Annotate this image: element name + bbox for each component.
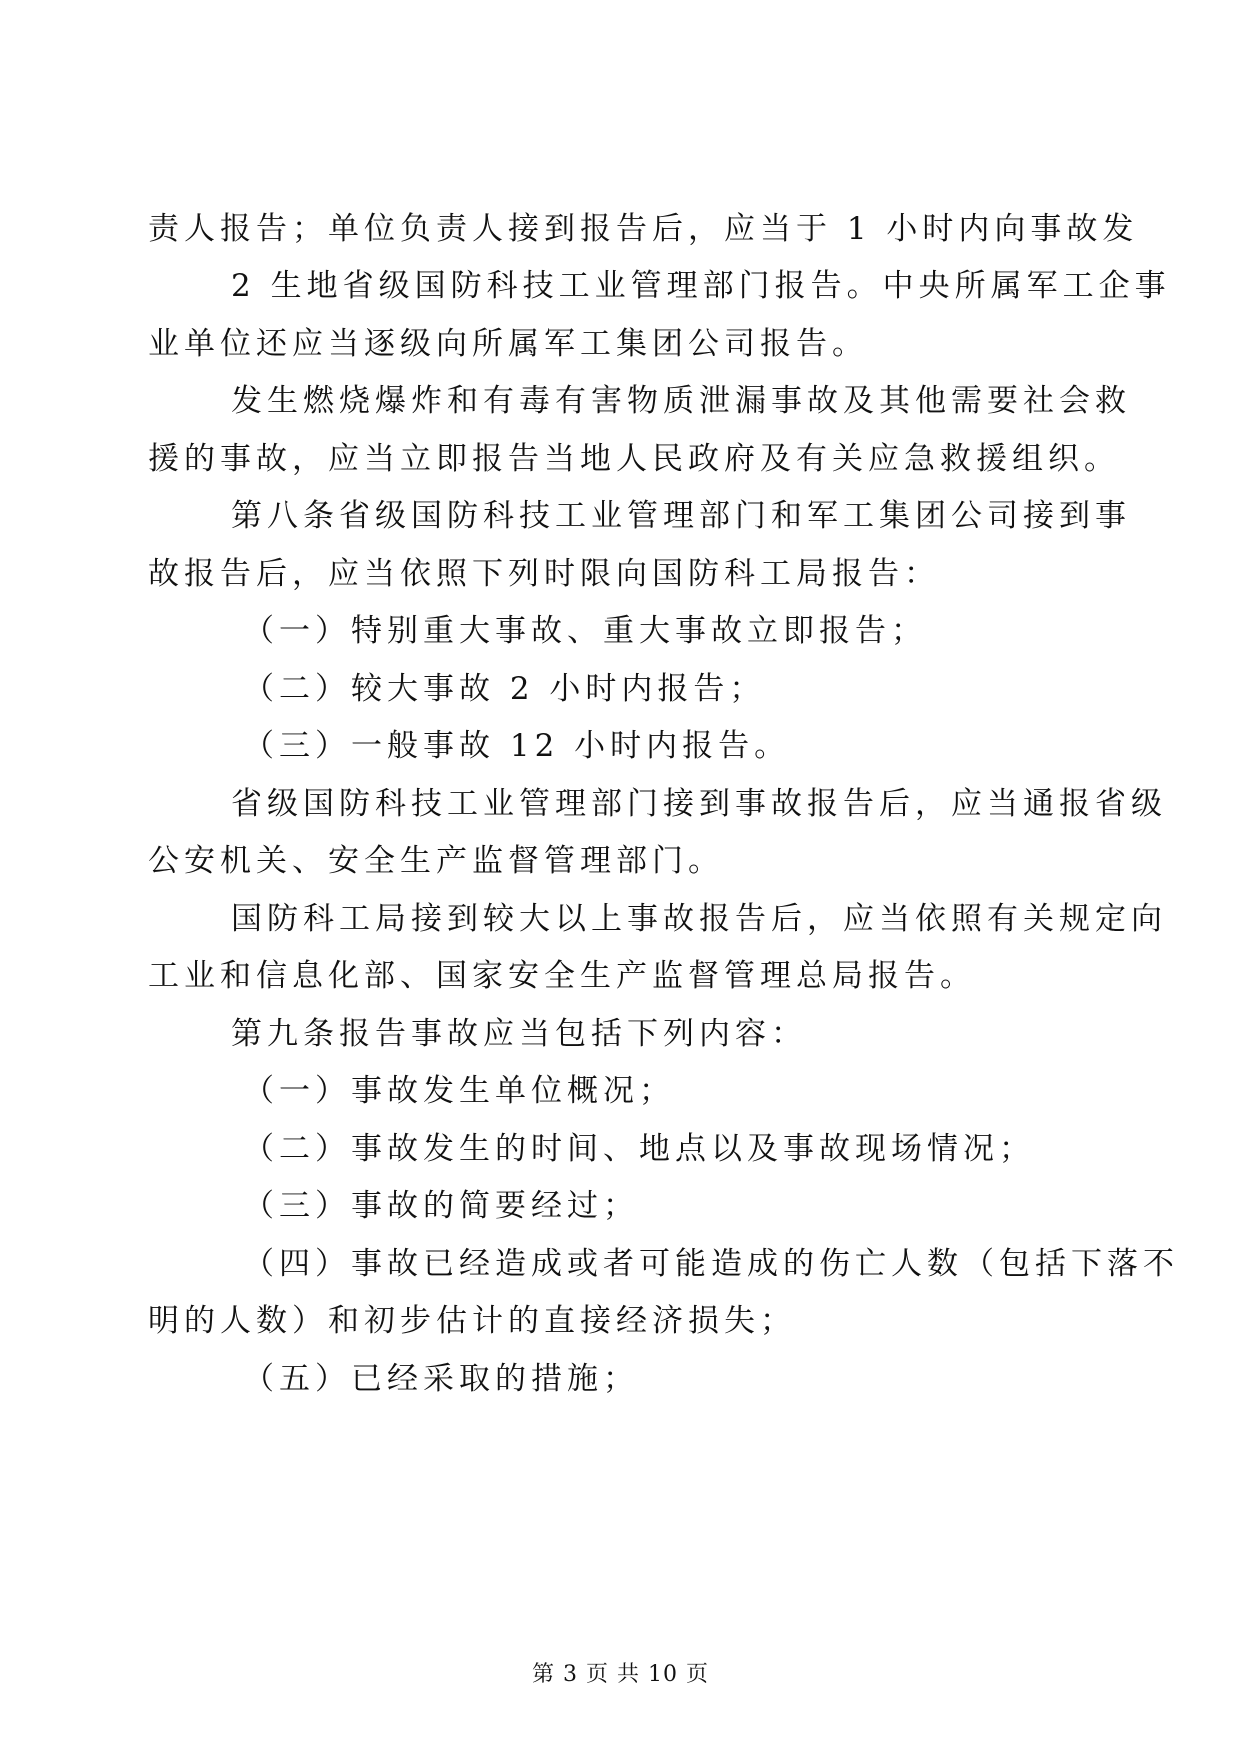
list-item: （五）已经采取的措施； xyxy=(243,1361,639,1397)
list-item: （一）事故发生单位概况； xyxy=(243,1073,675,1109)
text-line: 发生燃烧爆炸和有毒有害物质泄漏事故及其他需要社会救 xyxy=(231,383,1131,419)
list-item: （三）事故的简要经过； xyxy=(243,1188,639,1224)
text-line: 故报告后，应当依照下列时限向国防科工局报告： xyxy=(148,556,940,592)
list-item: （二）事故发生的时间、地点以及事故现场情况； xyxy=(243,1131,1035,1167)
text-line: 工业和信息化部、国家安全生产监督管理总局报告。 xyxy=(148,958,976,994)
text-line: 第九条报告事故应当包括下列内容： xyxy=(231,1016,807,1052)
text-line: 责人报告；单位负责人接到报告后，应当于 1 小时内向事故发 xyxy=(148,211,1139,247)
list-item: （二）较大事故 2 小时内报告； xyxy=(243,671,766,707)
text-line: 公安机关、安全生产监督管理部门。 xyxy=(148,843,724,879)
text-line: 援的事故，应当立即报告当地人民政府及有关应急救援组织。 xyxy=(148,441,1120,477)
text-line: 明的人数）和初步估计的直接经济损失； xyxy=(148,1303,796,1339)
list-item: （一）特别重大事故、重大事故立即报告； xyxy=(243,613,927,649)
list-item: （四）事故已经造成或者可能造成的伤亡人数（包括下落不 xyxy=(243,1246,1179,1282)
text-line: 国防科工局接到较大以上事故报告后，应当依照有关规定向 xyxy=(231,901,1167,937)
text-line: 省级国防科技工业管理部门接到事故报告后，应当通报省级 xyxy=(231,786,1167,822)
page-number-footer: 第 3 页 共 10 页 xyxy=(532,1662,709,1687)
list-item: （三）一般事故 12 小时内报告。 xyxy=(243,728,791,764)
text-line: 业单位还应当逐级向所属军工集团公司报告。 xyxy=(148,326,868,362)
text-line: 第八条省级国防科技工业管理部门和军工集团公司接到事 xyxy=(231,498,1131,534)
text-line: 2 生地省级国防科技工业管理部门报告。中央所属军工企事 xyxy=(231,268,1171,304)
